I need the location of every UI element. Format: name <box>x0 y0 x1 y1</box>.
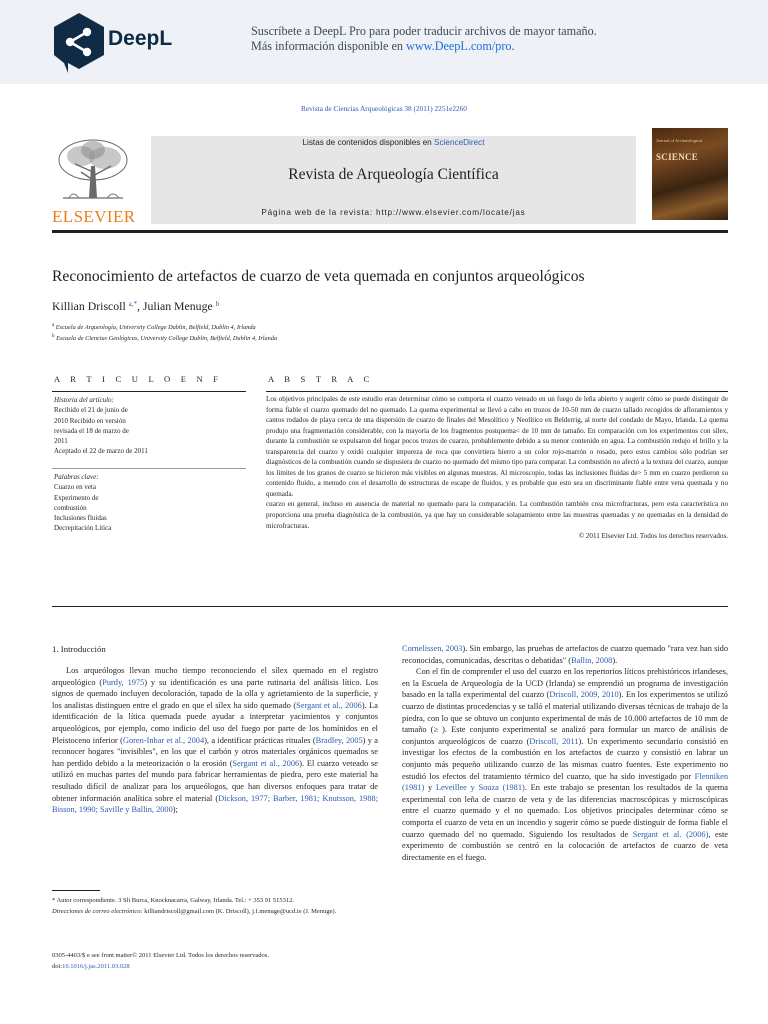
keywords <box>54 472 244 534</box>
author-menuge: , Julian Menuge <box>137 299 216 313</box>
history-line: Aceptado el 22 de marzo de 2011 <box>54 447 148 456</box>
doi-prefix: doi: <box>52 963 63 970</box>
body-text: ). Sin embargo, las pruebas de artefactos de cuarzo quemado "rara vez han sido reconocidas, comunicadas, descritas o debatidas" ( <box>402 644 728 665</box>
citation-link[interactable]: Sergant et al. (2006) <box>632 829 709 839</box>
affiliation-a-text: Escuela de Arqueología, University College Dublin, Belfield, Dublin 4, Irlanda <box>54 324 256 332</box>
doi-line <box>52 961 269 972</box>
article-title: Reconocimiento de artefactos de cuarzo de veta quemada en conjuntos arqueológicos <box>52 268 585 285</box>
deepl-logo-icon <box>48 11 110 73</box>
elsevier-tree-logo-icon <box>51 136 135 208</box>
citation-link[interactable]: Sergant et al., 2006 <box>232 758 300 768</box>
body-text: ). La identificación de la lítica quemada puede ayudar a interpretar yacimientos y conjuntos arqueológicos, por ejemplo, como indicio del uso del fuego por parte de los homínidos en el Pleistoceno inferior ( <box>52 700 378 745</box>
journal-homepage: Página web de la revista: http://www.elsevier.com/locate/jas <box>261 208 526 217</box>
masthead-box <box>151 136 636 224</box>
history-line: 2010 Recibido en versión <box>54 416 126 425</box>
abstract-bottom-rule <box>52 606 728 607</box>
banner-line-1: Suscríbete a DeepL Pro para poder traducir archivos de mayor tamaño. <box>251 24 597 38</box>
body-text: ). El cuarzo veteado se utilizó en muchas partes del mundo para fabricar herramientas de piedra, pero este material ha resultado difícil de analizar para los arqueólogos, que han diversos enfoques para tratar de obtener información analítica sobre el material ( <box>52 758 379 803</box>
body-text: ). Un experimento secundario consistió en investigar los efectos de la combustión en los artefactos de cuarzo y consistió en labrar un conjunto más pequeño utilizando cuarzo de las mismas cuatro fuentes. Este experimento no estudió los efectos del tratamiento térmico del cuarzo, que ha sido investigado por <box>402 736 728 781</box>
history-label: Historia del artículo: <box>54 396 114 404</box>
author-menuge-sup[interactable]: b <box>215 300 220 308</box>
body-text: Los arqueólogos llevan mucho tiempo reconociendo el sílex quemado en el registro arqueológico ( <box>52 666 378 687</box>
deepl-brand: DeepL <box>108 27 173 50</box>
intro-paragraph-1-continued <box>402 643 728 666</box>
affiliation-a <box>52 323 256 331</box>
history-line: Recibido el 21 de junio de <box>54 406 128 415</box>
citation-link[interactable]: Leveillee y Souza (1981) <box>435 783 525 793</box>
author-list <box>52 299 219 314</box>
intro-paragraph-2 <box>402 666 728 863</box>
keywords-label: Palabras clave: <box>54 473 99 481</box>
keyword-item: Cuarzo en veta <box>54 483 96 492</box>
body-text: ) y a reconocer hogares "invisibles", en los que el carbón y otros materiales orgánicos quemados se han perdido debido a la meteorización o la erosión ( <box>52 735 379 768</box>
cover-title: SCIENCE <box>656 152 699 162</box>
keyword-item: combustión <box>54 503 87 512</box>
affiliation-a-sup: a <box>52 323 55 328</box>
citation-link[interactable]: Flenniken (1981) <box>402 771 728 793</box>
keywords-rule <box>52 468 246 469</box>
email-addresses <box>52 906 378 917</box>
abstract-paragraph-1: Los objetivos principales de este estudio eran determinar cómo se comporta el cuarzo veteado en un fuego de leña abierto y sugerir cómo se puede distinguir de forma fiable el cuarzo quemado del no quemado. La quema experimental se llevó a cabo en trozos de 10-50 mm de cuarzo tallado recogidos de afloramientos y cantos rodados de playa cerca de una dispersión de cuarzo de finales del Mesolítico y Neolítico en Belderrig, al norte del condado de Mayo, Irlanda. La quema produjo una fragmentación considerable, con la mayoría de los fragmentos postquema< de 10 mm de tamaño. En comparación con los experimentos con sílex, durante la combustión se expulsaron del hogar pocos trozos de cuarzo, probablemente debido a su menor contenido en agua. La combustión redujo el brillo y la transparencia del cuarzo y oxidó cualquier impureza de roca que convirtiera hierro a un color rojo-marrón o rosado, pero estos cambios sólo podrían ser diagnósticos de la combustión cuando se dispusiera de cuarzo no quemado del mismo tipo para comparar. La combustión no afectó a la textura del cuarzo, aunque los límites de los granos de cuarzo se hicieron más visibles en algunas muestras. Al microscopio, todas las inclusiones fluidas de> 5 mm en cuarzo perdieron su contenido fluido, a menudo con el desarrollo de estructuras de escape de fluidos, y es probable que esto sea un discriminante fiable entre vena quemada y no quemada. <box>266 395 728 498</box>
abstract-copyright: © 2011 Elsevier Ltd. Todos los derechos reservados. <box>578 532 728 541</box>
corresponding-author: * Autor correspondiente. 3 Sli Burca, Knocknacarra, Galway, Irlanda. Tel.: + 353 91 515312. <box>52 897 295 904</box>
history-line: 2011 <box>54 437 68 446</box>
author-driscoll: Killian Driscoll <box>52 299 129 313</box>
citation-link[interactable]: Purdy, 1975 <box>102 677 145 687</box>
citation-link[interactable]: Dickson, 1977; Barber, 1981; Knutsson, 1988; Bisson, 1990; Saville y Ballin, 2000 <box>52 793 379 815</box>
author-driscoll-sup[interactable]: a,* <box>128 300 138 308</box>
banner-line-2 <box>251 39 597 54</box>
page-footer <box>52 950 269 972</box>
abstract-heading: A B S T R A C <box>268 374 374 384</box>
abstract-paragraph-2: cuarzo en general, incluso en ausencia de material no quemado para la comparación. La combustión también crea microfracturas, pero esta característica no proporciona una prueba diagnóstica de la combustión, ya que hay un considerable solapamiento entre las muestras quemadas y no quemadas en la densidad de microfracturas. <box>266 500 728 530</box>
cover-subtitle: Journal of Archaeological <box>656 138 703 143</box>
body-text: . En este trabajo se presentan los resultados de la quema experimental con leña de cuarzo de veta y de las diferencias macroscópicas y microscópicas entre el cuarzo quemado y el no quemado. Los objetivos principales determinar cómo se comporta el cuarzo de veta en un incendio y sugerir cómo se puede distinguir de forma fiable el cuarzo quemado del no quemado. Siguiendo los resultados de <box>402 783 728 839</box>
deepl-banner <box>0 0 768 84</box>
contents-line <box>151 138 636 147</box>
section-heading-introduction: 1. Introducción <box>52 644 106 654</box>
abstract-body <box>266 394 728 542</box>
abstract-rule <box>266 391 728 392</box>
keyword-item: Experimento de <box>54 493 99 502</box>
body-text: ). <box>612 655 618 665</box>
body-text: Con el fin de comprender el uso del cuarzo en los repertorios líticos prehistóricos irlandeses, en la Escuela de Arqueología de la UCD (Irlanda) se emprendió un programa de investigación basado en la talla experimental del cuarzo ( <box>402 667 728 700</box>
deepl-pro-link[interactable]: www.DeepL.com/pro <box>406 38 512 53</box>
keyword-item: Inclusiones fluidas <box>54 514 107 523</box>
intro-right-column <box>402 643 728 863</box>
history-line: revisada el 18 de marzo de <box>54 426 129 435</box>
footnote-rule <box>52 890 100 891</box>
intro-left-column <box>52 665 378 816</box>
issn-line: 0305-4403/$ e see front matter© 2011 Elsevier Ltd. Todos los derechos reservados. <box>52 952 269 959</box>
article-info-rule <box>52 391 246 392</box>
citation-link[interactable]: Ballin, 2008 <box>571 655 613 665</box>
banner-line-2-suffix: . <box>511 38 515 53</box>
footnote <box>52 895 378 917</box>
citation-link[interactable]: Cornelissen, 2003 <box>402 644 463 653</box>
body-text: ) y su identificación es una parte rutinaria del análisis lítico. Los signos de quemado incluyen decoloración, tapado de la olla y agrietamiento de la superficie, y los analistas distinguen entre el grado en que el sílex ha sido quemado ( <box>52 677 379 710</box>
sciencedirect-link[interactable]: ScienceDirect <box>434 138 485 147</box>
affiliation-b <box>52 334 277 342</box>
elsevier-wordmark: ELSEVIER <box>52 207 136 226</box>
article-history <box>54 395 244 457</box>
body-text: ). En los experimentos se utilizó cuarzo de distintas procedencias y se talló el material utilizando diversas técnicas de trabajo de la piedra, con lo que se obtuvo un conjunto experimental de más de 10.000 artefactos de 10 mm de tamaño (≥ ). Este conjunto experimental se analizó para formular un marco de análisis de conjuntos arqueológicos de cuarzo ( <box>402 690 728 746</box>
doi-link[interactable]: 10.1016/j.jas.2011.03.028 <box>62 963 130 970</box>
journal-reference[interactable]: Revista de Ciencias Arqueológicas 38 (2011) 2251e2260 <box>301 104 467 113</box>
affiliation-b-text: Escuela de Ciencias Geológicas, University College Dublin, Belfield, Dublin 4, Irlanda <box>54 335 278 343</box>
contents-prefix: Listas de contenidos disponibles en <box>302 138 435 147</box>
affiliation-b-sup: b <box>52 334 55 339</box>
banner-message <box>251 24 597 53</box>
citation-link[interactable]: Bradley, 2005 <box>315 735 363 745</box>
keyword-item: Decrepitación Lítica <box>54 524 112 533</box>
masthead-rule <box>52 230 728 233</box>
journal-name: Revista de Arqueología Científica <box>288 166 499 183</box>
citation-link[interactable]: Sergant et al., 2006 <box>296 700 362 710</box>
banner-line-2-prefix: Más información disponible en <box>251 38 407 53</box>
body-text: , este experimento de combustión se centró en la colocación de artefactos de cuarzo de veta directamente en el fuego. <box>402 829 728 862</box>
article-info-heading: A R T I C U L O E N F <box>54 374 223 384</box>
journal-cover[interactable] <box>652 128 728 220</box>
body-text: y <box>424 783 436 793</box>
citation-link[interactable]: Driscoll, 2011 <box>529 736 579 746</box>
body-text: ), a identificar prácticas rituales ( <box>204 735 316 745</box>
citation-link[interactable]: Driscoll, 2009, 2010 <box>549 690 619 700</box>
body-text: ); <box>172 805 178 815</box>
email-label: Direcciones de correo electrónico: <box>52 908 143 916</box>
email-text[interactable]: killiandriscoll@gmail.com (K. Driscoll), j.f.menuge@ucd.ie (J. Menuge). <box>144 908 337 916</box>
intro-paragraph-1 <box>52 665 378 816</box>
citation-link[interactable]: Goren-Inbar et al., 2004 <box>122 735 205 745</box>
